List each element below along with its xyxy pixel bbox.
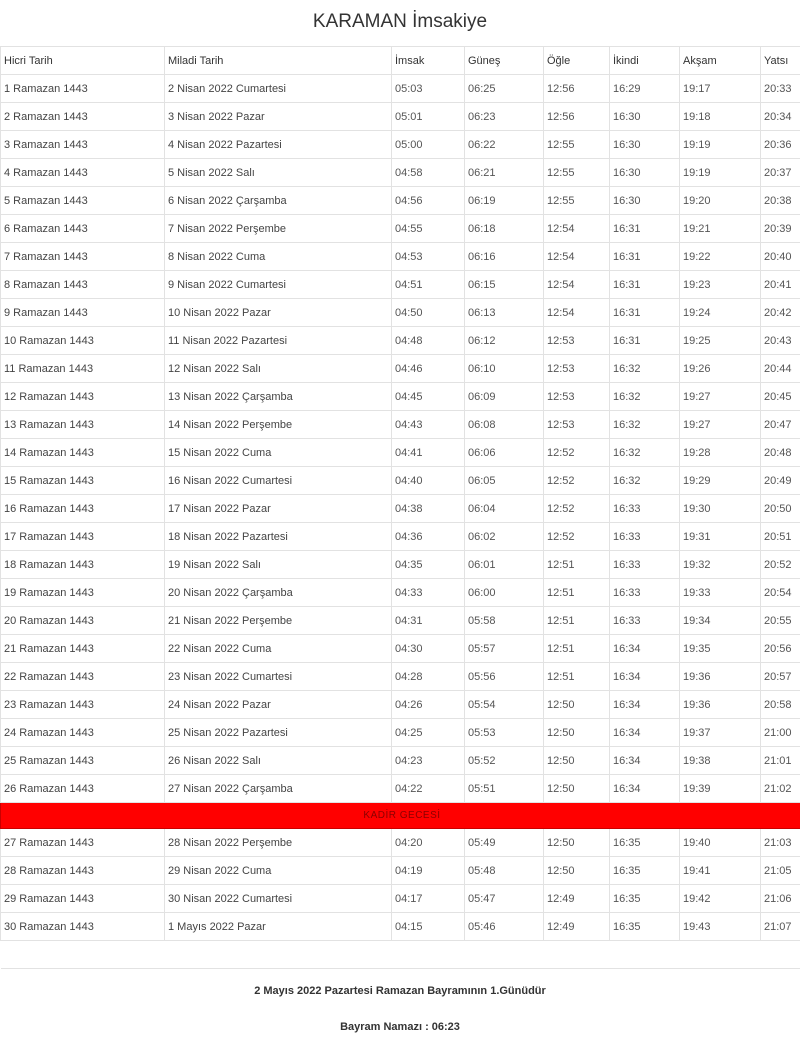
cell-imsak: 04:28	[392, 663, 465, 691]
cell-imsak: 05:01	[392, 103, 465, 131]
cell-imsak: 04:33	[392, 579, 465, 607]
cell-imsak: 05:00	[392, 131, 465, 159]
cell-miladi-tarih: 17 Nisan 2022 Pazar	[165, 495, 392, 523]
cell-hicri-tarih: 23 Ramazan 1443	[1, 691, 165, 719]
cell-miladi-tarih: 20 Nisan 2022 Çarşamba	[165, 579, 392, 607]
cell-yatsi: 20:49	[761, 467, 800, 495]
cell-yatsi: 20:45	[761, 383, 800, 411]
cell-yatsi: 20:37	[761, 159, 800, 187]
cell-yatsi: 20:44	[761, 355, 800, 383]
cell-miladi-tarih: 8 Nisan 2022 Cuma	[165, 243, 392, 271]
cell-hicri-tarih: 13 Ramazan 1443	[1, 411, 165, 439]
table-row	[1, 159, 800, 187]
table-row	[1, 775, 800, 803]
cell-ogle: 12:55	[544, 159, 610, 187]
cell-hicri-tarih: 27 Ramazan 1443	[1, 829, 165, 857]
cell-yatsi: 20:56	[761, 635, 800, 663]
cell-gunes: 06:01	[465, 551, 544, 579]
table-row	[1, 187, 800, 215]
cell-miladi-tarih: 25 Nisan 2022 Pazartesi	[165, 719, 392, 747]
cell-aksam: 19:32	[680, 551, 761, 579]
cell-aksam: 19:28	[680, 439, 761, 467]
table-row	[1, 215, 800, 243]
cell-ikindi: 16:35	[610, 913, 680, 941]
cell-hicri-tarih: 3 Ramazan 1443	[1, 131, 165, 159]
cell-miladi-tarih: 19 Nisan 2022 Salı	[165, 551, 392, 579]
cell-ogle: 12:50	[544, 829, 610, 857]
cell-aksam: 19:19	[680, 159, 761, 187]
cell-ikindi: 16:34	[610, 635, 680, 663]
table-row	[1, 719, 800, 747]
table-row	[1, 635, 800, 663]
cell-miladi-tarih: 26 Nisan 2022 Salı	[165, 747, 392, 775]
cell-gunes: 05:52	[465, 747, 544, 775]
cell-yatsi: 21:02	[761, 775, 800, 803]
cell-yatsi: 21:05	[761, 857, 800, 885]
table-row	[1, 439, 800, 467]
cell-aksam: 19:43	[680, 913, 761, 941]
cell-yatsi: 20:58	[761, 691, 800, 719]
cell-aksam: 19:24	[680, 299, 761, 327]
table-row	[1, 131, 800, 159]
cell-ikindi: 16:32	[610, 411, 680, 439]
cell-yatsi: 20:41	[761, 271, 800, 299]
cell-aksam: 19:22	[680, 243, 761, 271]
cell-gunes: 06:22	[465, 131, 544, 159]
cell-gunes: 06:05	[465, 467, 544, 495]
cell-miladi-tarih: 7 Nisan 2022 Perşembe	[165, 215, 392, 243]
table-header-row	[1, 47, 800, 75]
cell-yatsi: 20:55	[761, 607, 800, 635]
cell-imsak: 04:46	[392, 355, 465, 383]
cell-miladi-tarih: 22 Nisan 2022 Cuma	[165, 635, 392, 663]
cell-ogle: 12:51	[544, 635, 610, 663]
table-row	[1, 75, 800, 103]
cell-hicri-tarih: 26 Ramazan 1443	[1, 775, 165, 803]
cell-miladi-tarih: 1 Mayıs 2022 Pazar	[165, 913, 392, 941]
cell-hicri-tarih: 6 Ramazan 1443	[1, 215, 165, 243]
cell-gunes: 05:58	[465, 607, 544, 635]
cell-ikindi: 16:32	[610, 383, 680, 411]
cell-imsak: 04:51	[392, 271, 465, 299]
cell-ikindi: 16:34	[610, 719, 680, 747]
header-yatsi: Yatsı	[761, 47, 800, 75]
cell-ogle: 12:56	[544, 103, 610, 131]
table-row	[1, 243, 800, 271]
cell-imsak: 04:35	[392, 551, 465, 579]
cell-hicri-tarih: 12 Ramazan 1443	[1, 383, 165, 411]
kadir-gecesi-banner	[1, 803, 800, 829]
cell-ikindi: 16:34	[610, 663, 680, 691]
header-gunes: Güneş	[465, 47, 544, 75]
table-row	[1, 663, 800, 691]
cell-yatsi: 20:57	[761, 663, 800, 691]
cell-ikindi: 16:34	[610, 775, 680, 803]
cell-yatsi: 20:43	[761, 327, 800, 355]
cell-ikindi: 16:30	[610, 159, 680, 187]
cell-hicri-tarih: 19 Ramazan 1443	[1, 579, 165, 607]
cell-miladi-tarih: 24 Nisan 2022 Pazar	[165, 691, 392, 719]
table-row	[1, 411, 800, 439]
cell-ikindi: 16:31	[610, 299, 680, 327]
cell-imsak: 04:17	[392, 885, 465, 913]
cell-imsak: 04:58	[392, 159, 465, 187]
cell-gunes: 05:49	[465, 829, 544, 857]
cell-gunes: 05:53	[465, 719, 544, 747]
cell-miladi-tarih: 2 Nisan 2022 Cumartesi	[165, 75, 392, 103]
empty-section	[1, 941, 800, 969]
cell-ikindi: 16:30	[610, 187, 680, 215]
header-ikindi: İkindi	[610, 47, 680, 75]
cell-aksam: 19:34	[680, 607, 761, 635]
cell-hicri-tarih: 16 Ramazan 1443	[1, 495, 165, 523]
cell-ogle: 12:54	[544, 215, 610, 243]
banner-label: KADİR GECESİ	[1, 803, 800, 829]
cell-ikindi: 16:30	[610, 103, 680, 131]
cell-imsak: 04:50	[392, 299, 465, 327]
cell-ogle: 12:51	[544, 663, 610, 691]
table-row	[1, 523, 800, 551]
cell-miladi-tarih: 28 Nisan 2022 Perşembe	[165, 829, 392, 857]
cell-yatsi: 20:39	[761, 215, 800, 243]
cell-gunes: 06:10	[465, 355, 544, 383]
cell-imsak: 04:56	[392, 187, 465, 215]
header-miladi-tarih: Miladi Tarih	[165, 47, 392, 75]
cell-gunes: 06:09	[465, 383, 544, 411]
cell-gunes: 06:15	[465, 271, 544, 299]
cell-hicri-tarih: 18 Ramazan 1443	[1, 551, 165, 579]
cell-ogle: 12:54	[544, 299, 610, 327]
cell-miladi-tarih: 15 Nisan 2022 Cuma	[165, 439, 392, 467]
cell-gunes: 05:54	[465, 691, 544, 719]
cell-ogle: 12:50	[544, 775, 610, 803]
cell-imsak: 04:30	[392, 635, 465, 663]
cell-ikindi: 16:34	[610, 747, 680, 775]
cell-hicri-tarih: 15 Ramazan 1443	[1, 467, 165, 495]
cell-ikindi: 16:29	[610, 75, 680, 103]
table-row	[1, 691, 800, 719]
cell-imsak: 04:22	[392, 775, 465, 803]
cell-imsak: 04:31	[392, 607, 465, 635]
cell-ogle: 12:54	[544, 271, 610, 299]
cell-gunes: 06:21	[465, 159, 544, 187]
table-row	[1, 383, 800, 411]
cell-ogle: 12:51	[544, 607, 610, 635]
cell-aksam: 19:39	[680, 775, 761, 803]
cell-hicri-tarih: 28 Ramazan 1443	[1, 857, 165, 885]
cell-miladi-tarih: 30 Nisan 2022 Cumartesi	[165, 885, 392, 913]
cell-gunes: 06:13	[465, 299, 544, 327]
cell-ikindi: 16:33	[610, 523, 680, 551]
cell-yatsi: 21:06	[761, 885, 800, 913]
cell-imsak: 04:38	[392, 495, 465, 523]
cell-ikindi: 16:31	[610, 215, 680, 243]
cell-ikindi: 16:35	[610, 857, 680, 885]
cell-gunes: 06:16	[465, 243, 544, 271]
cell-miladi-tarih: 14 Nisan 2022 Perşembe	[165, 411, 392, 439]
cell-ikindi: 16:35	[610, 829, 680, 857]
cell-ogle: 12:51	[544, 579, 610, 607]
cell-gunes: 06:19	[465, 187, 544, 215]
table-row	[1, 103, 800, 131]
cell-aksam: 19:35	[680, 635, 761, 663]
cell-ikindi: 16:32	[610, 439, 680, 467]
cell-ogle: 12:49	[544, 913, 610, 941]
cell-aksam: 19:17	[680, 75, 761, 103]
cell-ogle: 12:53	[544, 383, 610, 411]
cell-aksam: 19:33	[680, 579, 761, 607]
cell-yatsi: 20:47	[761, 411, 800, 439]
cell-hicri-tarih: 14 Ramazan 1443	[1, 439, 165, 467]
cell-gunes: 05:48	[465, 857, 544, 885]
cell-aksam: 19:36	[680, 691, 761, 719]
cell-hicri-tarih: 8 Ramazan 1443	[1, 271, 165, 299]
cell-hicri-tarih: 30 Ramazan 1443	[1, 913, 165, 941]
cell-ogle: 12:52	[544, 523, 610, 551]
cell-miladi-tarih: 3 Nisan 2022 Pazar	[165, 103, 392, 131]
cell-imsak: 04:43	[392, 411, 465, 439]
cell-aksam: 19:37	[680, 719, 761, 747]
cell-miladi-tarih: 23 Nisan 2022 Cumartesi	[165, 663, 392, 691]
table-row	[1, 913, 800, 941]
cell-imsak: 04:45	[392, 383, 465, 411]
cell-ogle: 12:55	[544, 131, 610, 159]
cell-hicri-tarih: 29 Ramazan 1443	[1, 885, 165, 913]
cell-hicri-tarih: 1 Ramazan 1443	[1, 75, 165, 103]
cell-ikindi: 16:35	[610, 885, 680, 913]
table-row	[1, 829, 800, 857]
cell-imsak: 04:36	[392, 523, 465, 551]
cell-yatsi: 20:48	[761, 439, 800, 467]
header-imsak: İmsak	[392, 47, 465, 75]
cell-ogle: 12:50	[544, 857, 610, 885]
cell-ogle: 12:56	[544, 75, 610, 103]
table-row	[1, 355, 800, 383]
cell-yatsi: 20:40	[761, 243, 800, 271]
cell-imsak: 04:19	[392, 857, 465, 885]
cell-ogle: 12:53	[544, 355, 610, 383]
cell-ogle: 12:50	[544, 719, 610, 747]
cell-miladi-tarih: 27 Nisan 2022 Çarşamba	[165, 775, 392, 803]
cell-gunes: 05:47	[465, 885, 544, 913]
cell-hicri-tarih: 10 Ramazan 1443	[1, 327, 165, 355]
cell-hicri-tarih: 24 Ramazan 1443	[1, 719, 165, 747]
table-row	[1, 885, 800, 913]
cell-aksam: 19:42	[680, 885, 761, 913]
cell-yatsi: 20:38	[761, 187, 800, 215]
cell-imsak: 04:41	[392, 439, 465, 467]
cell-imsak: 04:15	[392, 913, 465, 941]
cell-ogle: 12:54	[544, 243, 610, 271]
cell-imsak: 04:23	[392, 747, 465, 775]
cell-aksam: 19:21	[680, 215, 761, 243]
header-ogle: Öğle	[544, 47, 610, 75]
cell-miladi-tarih: 4 Nisan 2022 Pazartesi	[165, 131, 392, 159]
cell-gunes: 06:12	[465, 327, 544, 355]
cell-imsak: 04:53	[392, 243, 465, 271]
cell-hicri-tarih: 9 Ramazan 1443	[1, 299, 165, 327]
banner-section	[1, 803, 800, 829]
cell-hicri-tarih: 25 Ramazan 1443	[1, 747, 165, 775]
cell-gunes: 06:04	[465, 495, 544, 523]
cell-gunes: 05:51	[465, 775, 544, 803]
cell-yatsi: 20:33	[761, 75, 800, 103]
cell-imsak: 04:48	[392, 327, 465, 355]
cell-imsak: 04:20	[392, 829, 465, 857]
cell-yatsi: 20:54	[761, 579, 800, 607]
cell-ogle: 12:52	[544, 495, 610, 523]
cell-yatsi: 21:07	[761, 913, 800, 941]
cell-aksam: 19:38	[680, 747, 761, 775]
table-body-after-banner	[1, 829, 800, 941]
table-row	[1, 271, 800, 299]
cell-aksam: 19:36	[680, 663, 761, 691]
cell-ogle: 12:52	[544, 439, 610, 467]
cell-aksam: 19:26	[680, 355, 761, 383]
cell-gunes: 05:57	[465, 635, 544, 663]
cell-hicri-tarih: 17 Ramazan 1443	[1, 523, 165, 551]
bayram-namazi-time: Bayram Namazı : 06:23	[0, 1017, 800, 1037]
cell-gunes: 05:56	[465, 663, 544, 691]
cell-ikindi: 16:33	[610, 551, 680, 579]
cell-hicri-tarih: 11 Ramazan 1443	[1, 355, 165, 383]
cell-ikindi: 16:31	[610, 327, 680, 355]
cell-aksam: 19:30	[680, 495, 761, 523]
cell-yatsi: 20:50	[761, 495, 800, 523]
cell-yatsi: 20:52	[761, 551, 800, 579]
cell-imsak: 05:03	[392, 75, 465, 103]
cell-aksam: 19:18	[680, 103, 761, 131]
cell-hicri-tarih: 4 Ramazan 1443	[1, 159, 165, 187]
cell-aksam: 19:29	[680, 467, 761, 495]
cell-ikindi: 16:30	[610, 131, 680, 159]
cell-yatsi: 20:51	[761, 523, 800, 551]
cell-ogle: 12:53	[544, 411, 610, 439]
page-title: KARAMAN İmsakiye	[0, 0, 800, 46]
cell-yatsi: 21:00	[761, 719, 800, 747]
cell-imsak: 04:26	[392, 691, 465, 719]
cell-imsak: 04:55	[392, 215, 465, 243]
cell-ikindi: 16:34	[610, 691, 680, 719]
cell-hicri-tarih: 2 Ramazan 1443	[1, 103, 165, 131]
cell-miladi-tarih: 18 Nisan 2022 Pazartesi	[165, 523, 392, 551]
cell-gunes: 06:23	[465, 103, 544, 131]
cell-miladi-tarih: 6 Nisan 2022 Çarşamba	[165, 187, 392, 215]
table-row	[1, 607, 800, 635]
cell-aksam: 19:31	[680, 523, 761, 551]
table-row	[1, 299, 800, 327]
cell-miladi-tarih: 13 Nisan 2022 Çarşamba	[165, 383, 392, 411]
cell-gunes: 06:02	[465, 523, 544, 551]
imsakiye-table	[0, 46, 800, 969]
cell-ogle: 12:53	[544, 327, 610, 355]
cell-yatsi: 21:01	[761, 747, 800, 775]
cell-miladi-tarih: 16 Nisan 2022 Cumartesi	[165, 467, 392, 495]
cell-hicri-tarih: 20 Ramazan 1443	[1, 607, 165, 635]
cell-ikindi: 16:33	[610, 495, 680, 523]
cell-ikindi: 16:32	[610, 467, 680, 495]
cell-aksam: 19:40	[680, 829, 761, 857]
table-row	[1, 495, 800, 523]
cell-gunes: 06:00	[465, 579, 544, 607]
cell-aksam: 19:25	[680, 327, 761, 355]
cell-imsak: 04:25	[392, 719, 465, 747]
cell-aksam: 19:23	[680, 271, 761, 299]
table-row	[1, 579, 800, 607]
cell-ikindi: 16:33	[610, 579, 680, 607]
cell-miladi-tarih: 9 Nisan 2022 Cumartesi	[165, 271, 392, 299]
cell-gunes: 06:25	[465, 75, 544, 103]
cell-aksam: 19:20	[680, 187, 761, 215]
cell-aksam: 19:27	[680, 411, 761, 439]
cell-yatsi: 21:03	[761, 829, 800, 857]
cell-ogle: 12:51	[544, 551, 610, 579]
cell-ikindi: 16:31	[610, 243, 680, 271]
cell-miladi-tarih: 21 Nisan 2022 Perşembe	[165, 607, 392, 635]
cell-ogle: 12:52	[544, 467, 610, 495]
cell-aksam: 19:41	[680, 857, 761, 885]
cell-gunes: 06:06	[465, 439, 544, 467]
cell-aksam: 19:19	[680, 131, 761, 159]
header-hicri-tarih: Hicri Tarih	[1, 47, 165, 75]
cell-gunes: 06:18	[465, 215, 544, 243]
table-row	[1, 857, 800, 885]
table-body-before-banner	[1, 75, 800, 803]
table-row	[1, 327, 800, 355]
cell-miladi-tarih: 29 Nisan 2022 Cuma	[165, 857, 392, 885]
cell-ogle: 12:49	[544, 885, 610, 913]
header-aksam: Akşam	[680, 47, 761, 75]
cell-ogle: 12:50	[544, 747, 610, 775]
cell-miladi-tarih: 10 Nisan 2022 Pazar	[165, 299, 392, 327]
table-row	[1, 747, 800, 775]
cell-hicri-tarih: 22 Ramazan 1443	[1, 663, 165, 691]
cell-yatsi: 20:34	[761, 103, 800, 131]
cell-ogle: 12:50	[544, 691, 610, 719]
cell-miladi-tarih: 5 Nisan 2022 Salı	[165, 159, 392, 187]
cell-yatsi: 20:36	[761, 131, 800, 159]
cell-yatsi: 20:42	[761, 299, 800, 327]
cell-gunes: 06:08	[465, 411, 544, 439]
empty-row	[1, 941, 800, 969]
cell-aksam: 19:27	[680, 383, 761, 411]
cell-ikindi: 16:32	[610, 355, 680, 383]
table-row	[1, 467, 800, 495]
cell-hicri-tarih: 5 Ramazan 1443	[1, 187, 165, 215]
cell-miladi-tarih: 12 Nisan 2022 Salı	[165, 355, 392, 383]
cell-hicri-tarih: 7 Ramazan 1443	[1, 243, 165, 271]
cell-ikindi: 16:33	[610, 607, 680, 635]
cell-gunes: 05:46	[465, 913, 544, 941]
cell-ogle: 12:55	[544, 187, 610, 215]
bayram-info: 2 Mayıs 2022 Pazartesi Ramazan Bayramının 1.Günüdür	[0, 981, 800, 1001]
table-row	[1, 551, 800, 579]
cell-ikindi: 16:31	[610, 271, 680, 299]
cell-hicri-tarih: 21 Ramazan 1443	[1, 635, 165, 663]
cell-miladi-tarih: 11 Nisan 2022 Pazartesi	[165, 327, 392, 355]
cell-imsak: 04:40	[392, 467, 465, 495]
